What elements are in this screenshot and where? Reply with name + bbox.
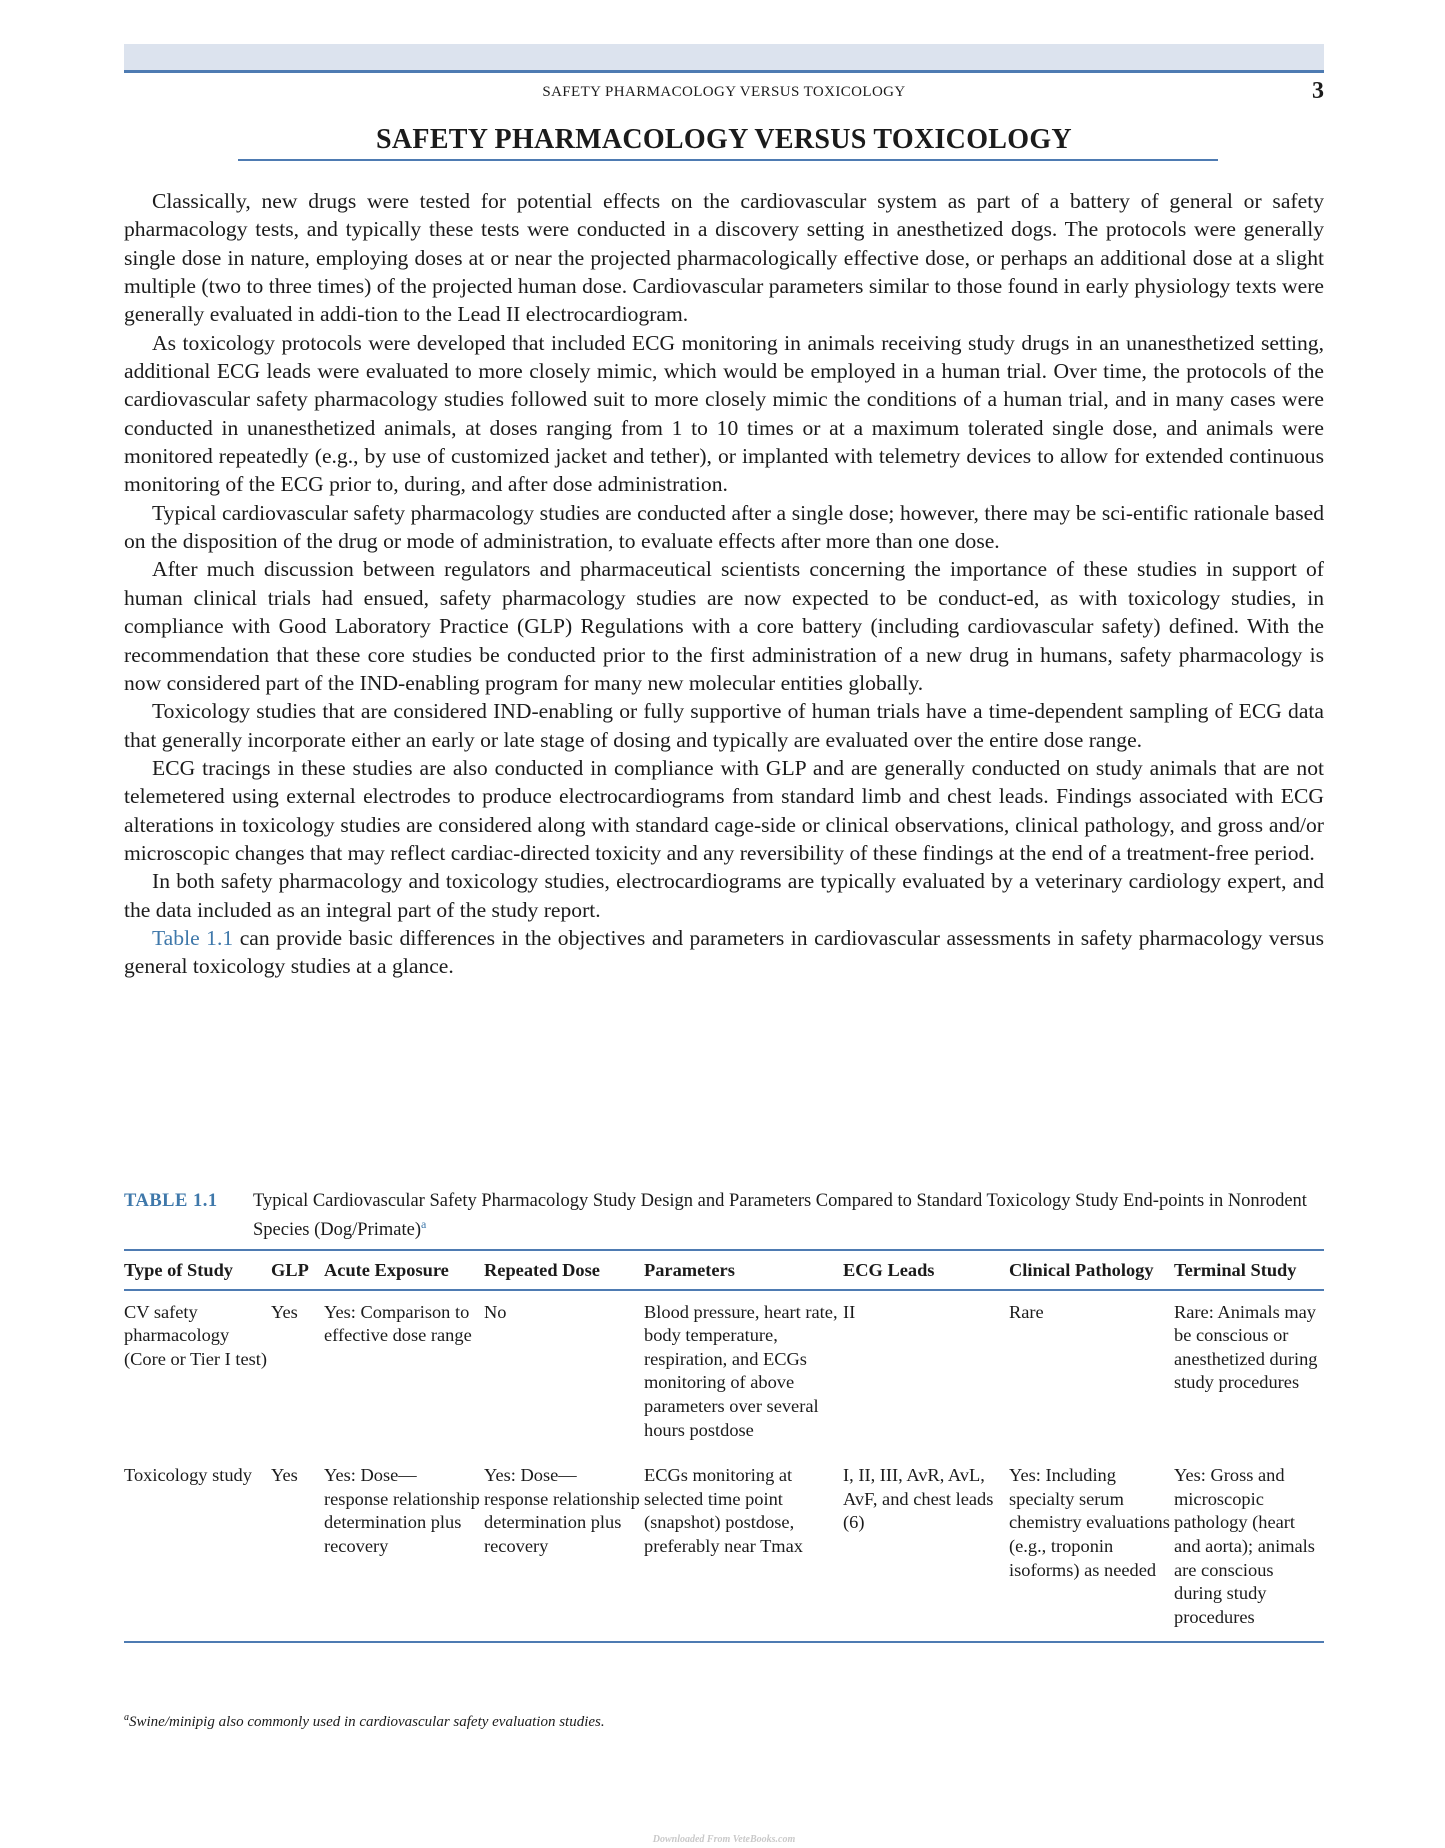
table-cell: CV safety pharmacology (Core or Tier I test): [124, 1301, 268, 1369]
watermark: Downloaded From VeteBooks.com: [652, 1834, 796, 1845]
body-text: [124, 187, 1324, 981]
table-cell: Rare: [1009, 1301, 1044, 1322]
paragraph: In both safety pharmacology and toxicology studies, electrocardiograms are typically evaluated by a veterinary cardiology expert, and the data included as an integral part of the study report.: [124, 869, 1324, 922]
column-header: Repeated Dose: [484, 1260, 600, 1280]
table-footnote: [124, 1712, 605, 1731]
caption-text: Typical Cardiovascular Safety Pharmacology Study Design and Parameters Compared to Standard Toxicology Study End-points in Nonrodent Species (Dog/Primate): [253, 1191, 1307, 1241]
table-cell: Yes: Comparison to effective dose range: [324, 1301, 472, 1346]
table-caption-text: [253, 1190, 1324, 1242]
paragraph-last: [124, 924, 1324, 981]
table-row: [124, 1290, 1324, 1455]
paragraph: After much discussion between regulators and pharmaceutical scientists concerning the importance of these studies in support of human clinical trials had ensued, safety pharmacology studies are now expected to be conduct-ed, as with toxicology studies, in compliance with Good Laboratory Practice (GLP) Regulations with a core battery (including cardiovascular safety) defined. With the recommendation that these core studies be conducted prior to the first administration of a new drug in humans, safety pharmacology is now considered part of the IND-enabling program for many new molecular entities globally.: [124, 557, 1324, 695]
table-cell: No: [484, 1301, 507, 1322]
table-cell: Blood pressure, heart rate, body temperature, respiration, and ECGs monitoring of above parameters over several hours postdose: [644, 1301, 838, 1440]
comparison-table: [124, 1249, 1324, 1643]
table-cell: ECGs monitoring at selected time point (snapshot) postdose, preferably near Tmax: [644, 1465, 803, 1556]
table-cell: I, II, III, AvR, AvL, AvF, and chest leads (6): [843, 1465, 994, 1533]
paragraph: As toxicology protocols were developed that included ECG monitoring in animals receiving study drugs in an unanesthetized setting, additional ECG leads were evaluated to more closely mimic, which would be employed in a human trial. Over time, the protocols of the cardiovascular safety pharmacology studies followed suit to more closely mimic the conditions of a human trial, and in many cases were conducted in unanesthetized animals, at doses ranging from 1 to 10 times or at a maximum tolerated single dose, and animals were monitored repeatedly (e.g., by use of customized jacket and tether), or implanted with telemetry devices to allow for extended continuous monitoring of the ECG prior to, during, and after dose administration.: [124, 330, 1324, 497]
column-header: GLP: [271, 1260, 309, 1280]
table-reference-link[interactable]: Table 1.1: [152, 925, 234, 950]
footnote-marker: a: [124, 1712, 129, 1723]
table-cell: Yes: Gross and microscopic pathology (heart and aorta); animals are conscious during study procedures: [1174, 1465, 1315, 1627]
header-band: [124, 44, 1324, 73]
column-header: Type of Study: [124, 1260, 234, 1280]
paragraph: Toxicology studies that are considered IND-enabling or fully supportive of human trials have a time-dependent sampling of ECG data that generally incorporate either an early or late stage of dosing and typically are evaluated over the entire dose range.: [124, 699, 1324, 752]
table-cell: II: [843, 1301, 856, 1322]
table-label: TABLE 1.1: [124, 1191, 218, 1211]
section-title: SAFETY PHARMACOLOGY VERSUS TOXICOLOGY: [376, 124, 1072, 155]
column-header: Terminal Study: [1174, 1260, 1297, 1280]
table-header-row: [124, 1250, 1324, 1290]
title-underline: [238, 159, 1218, 161]
table-cell: Yes: Including specialty serum chemistry evaluations (e.g., troponin isoforms) as needed: [1009, 1465, 1170, 1580]
table-caption: [124, 1190, 1324, 1242]
column-header: ECG Leads: [843, 1260, 935, 1280]
table-cell: Yes: Dose— response relationship determination plus recovery: [324, 1465, 480, 1556]
running-head: SAFETY PHARMACOLOGY VERSUS TOXICOLOGY: [542, 84, 906, 100]
footnote-text: Swine/minipig also commonly used in cardiovascular safety evaluation studies.: [129, 1714, 605, 1730]
table-row: [124, 1454, 1324, 1642]
footnote-marker[interactable]: a: [421, 1217, 427, 1231]
column-header: Clinical Pathology: [1009, 1260, 1154, 1280]
table-cell: Rare: Animals may be conscious or anesthetized during study procedures: [1174, 1301, 1318, 1393]
column-header: Acute Exposure: [324, 1260, 449, 1280]
paragraph: Typical cardiovascular safety pharmacology studies are conducted after a single dose; however, there may be sci-entific rationale based on the disposition of the drug or mode of administration, to evaluate effects after more than one dose.: [124, 500, 1324, 554]
table-cell: Yes: Dose— response relationship determination plus recovery: [484, 1465, 640, 1556]
table-cell: Yes: [271, 1301, 298, 1322]
paragraph-text: can provide basic differences in the objectives and parameters in cardiovascular assessments in safety pharmacology versus general toxicology studies at a glance.: [124, 925, 1324, 979]
paragraph: Classically, new drugs were tested for potential effects on the cardiovascular system as part of a battery of general or safety pharmacology tests, and typically these tests were conducted in a discovery setting in anesthetized dogs. The protocols were generally single dose in nature, employing doses at or near the projected pharmacologically effective dose, or perhaps an additional dose at a slight multiple (two to three times) of the projected human dose. Cardiovascular parameters similar to those found in early physiology texts were generally evaluated in addi-tion to the Lead II electrocardiogram.: [124, 189, 1324, 327]
table-cell: Yes: [271, 1465, 298, 1486]
page-number: 3: [1312, 78, 1324, 104]
paragraph: ECG tracings in these studies are also conducted in compliance with GLP and are generally conducted on study animals that are not telemetered using external electrodes to produce electrocardiograms from standard limb and chest leads. Findings associated with ECG alterations in toxicology studies are considered along with standard cage-side or clinical observations, clinical pathology, and gross and/or microscopic changes that may reflect cardiac-directed toxicity and any reversibility of these findings at the end of a treatment-free period.: [124, 755, 1324, 865]
column-header: Parameters: [644, 1260, 735, 1280]
table-cell: Toxicology study: [124, 1465, 252, 1486]
